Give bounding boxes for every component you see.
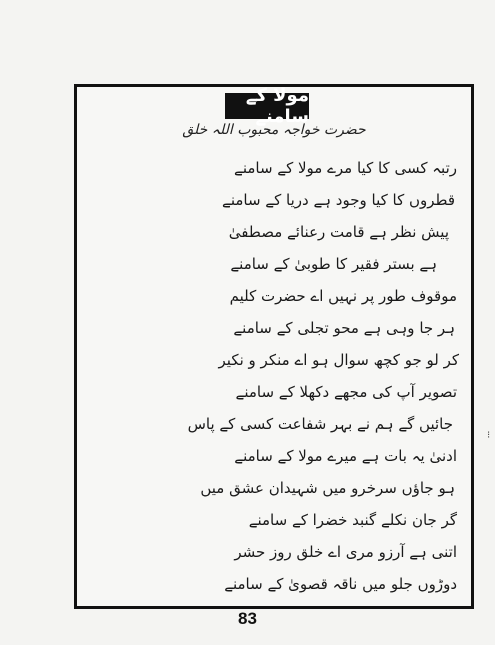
poet-name: حضرت خواجہ محبوب اللہ خلق bbox=[182, 122, 366, 138]
poem-title: مولا کے سامنے bbox=[225, 93, 309, 119]
verse-line: اتنی ہے آرزو مری اے خلق روز حشر bbox=[234, 543, 457, 561]
verse-line: ہو جاؤں سرخرو میں شہیدان عشق میں bbox=[200, 479, 455, 497]
verse-line: قطروں کا کیا وجود ہے دریا کے سامنے bbox=[222, 191, 455, 209]
verse-line: موقوف طور پر نہیں اے حضرت کلیم bbox=[229, 287, 457, 305]
verse-line: ہر جا وہی ہے محو تجلی کے سامنے bbox=[233, 319, 455, 337]
scan-edge-mark: ⁝ bbox=[487, 430, 491, 441]
verse-line: ہے بستر فقیر کا طوبیٰ کے سامنے bbox=[230, 255, 437, 273]
verse-line: پیش نظر ہے قامت رعنائے مصطفیٰ bbox=[228, 223, 449, 241]
verse-line: دوڑوں جلو میں ناقہ قصویٰ کے سامنے bbox=[224, 575, 457, 593]
page-border-frame bbox=[74, 84, 474, 609]
page-number: 83 bbox=[238, 609, 257, 628]
verse-line: ادنیٰ یہ بات ہے میرے مولا کے سامنے bbox=[234, 447, 457, 465]
verse-line: جائیں گے ہم نے بہر شفاعت کسی کے پاس bbox=[187, 415, 453, 433]
verse-line: رتبہ کسی کا کیا مرے مولا کے سامنے bbox=[234, 159, 457, 177]
verse-line: کر لو جو کچھ سوال ہو اے منکر و نکیر bbox=[218, 351, 459, 369]
verse-line: تصویر آپ کی مجھے دکھلا کے سامنے bbox=[235, 383, 457, 401]
verse-line: گر جان نکلے گنبد خضرا کے سامنے bbox=[248, 511, 457, 529]
